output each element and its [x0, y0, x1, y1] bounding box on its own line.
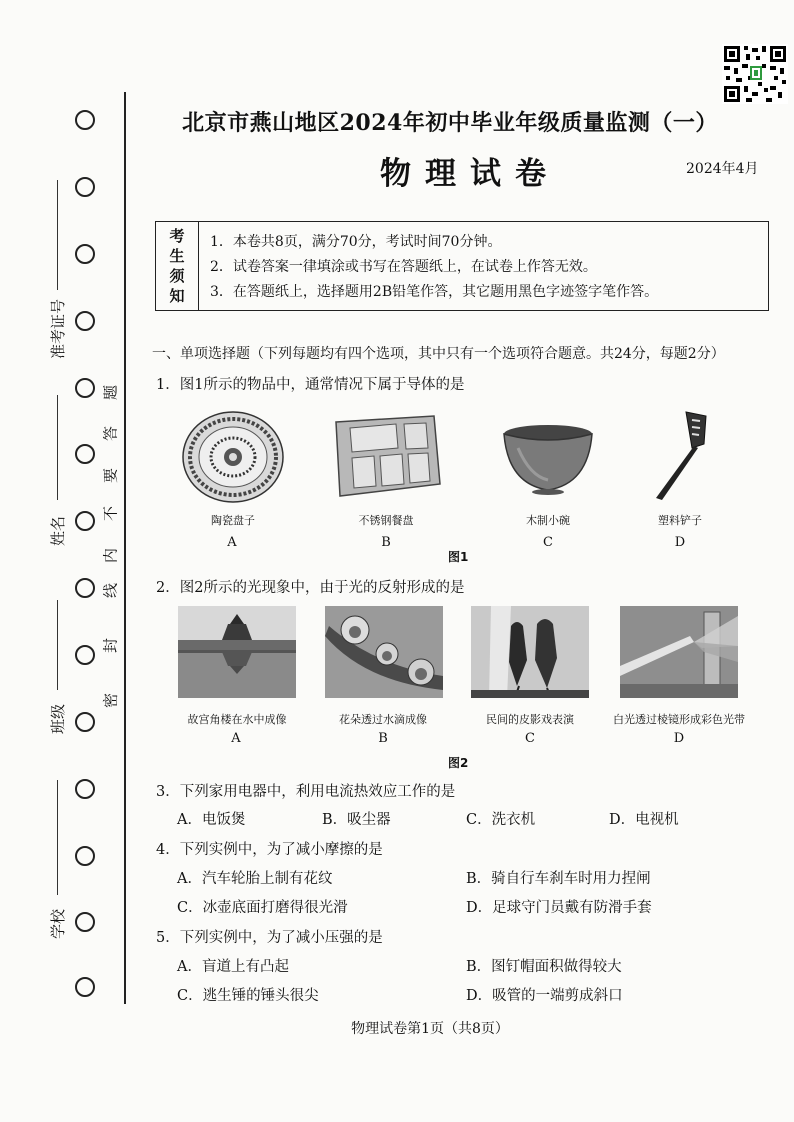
option-caption: 白光透过棱镜形成彩色光带	[613, 713, 745, 726]
binding-line	[124, 92, 126, 1004]
binding-hole	[75, 977, 95, 997]
school-label: 学校	[49, 909, 67, 940]
notice-items	[210, 230, 658, 305]
shadow-puppet-image	[471, 606, 589, 698]
question-5-option-b: B．图钉帽面积做得较大	[466, 959, 622, 975]
question-5-option-c: C．逃生锤的锤头很尖	[177, 988, 319, 1004]
option-letter: D	[674, 535, 686, 550]
notice-item: 2．试卷答案一律填涂或书写在答题纸上，在试卷上作答无效。	[210, 259, 597, 275]
notice-label: 考 生 须 知	[156, 222, 199, 310]
option-caption: 陶瓷盘子	[211, 514, 255, 527]
question-4-stem: 4．下列实例中，为了减小摩擦的是	[156, 842, 383, 858]
stainless-steel-tray-image	[330, 414, 442, 498]
candidate-notice-box	[155, 221, 769, 311]
name-line	[57, 395, 58, 500]
question-5-option-a: A．盲道上有凸起	[177, 959, 289, 975]
question-4-option-c: C．冰壶底面打磨得很光滑	[177, 900, 348, 916]
subject-title: 物理试卷	[380, 156, 560, 192]
option-caption: 塑料铲子	[658, 514, 702, 527]
option-letter: B	[381, 535, 391, 550]
binding-hole	[75, 511, 95, 531]
page-footer: 物理试卷第1页（共8页）	[351, 1021, 509, 1037]
seal-char: 答	[101, 426, 120, 442]
figure-2-label: 图2	[448, 756, 469, 770]
option-letter: A	[227, 535, 237, 550]
question-4-option-d: D．足球守门员戴有防滑手套	[466, 900, 652, 916]
option-caption: 故宫角楼在水中成像	[187, 713, 287, 726]
option-caption: 不锈钢餐盘	[358, 514, 414, 527]
exam-title: 北京市燕山地区2024年初中毕业年级质量监测（一）	[182, 110, 718, 136]
seal-char: 线	[101, 583, 120, 599]
question-5-option-d: D．吸管的一端剪成斜口	[466, 988, 623, 1004]
class-label: 班级	[49, 704, 67, 735]
option-letter: C	[525, 731, 535, 746]
wooden-bowl-image	[500, 424, 596, 496]
figure-1-label: 图1	[448, 550, 469, 564]
binding-hole	[75, 311, 95, 331]
question-4-option-b: B．骑自行车刹车时用力捏闸	[466, 871, 651, 887]
question-3-option-d: D．电视机	[609, 812, 679, 828]
binding-hole	[75, 712, 95, 732]
admission-number-line	[57, 180, 58, 290]
seal-char: 密	[101, 693, 120, 709]
name-label: 姓名	[49, 516, 67, 547]
prism-dispersion-image	[620, 606, 738, 698]
notice-item: 3．在答题纸上，选择题用2B铅笔作答，其它题用黑色字迹签字笔作答。	[210, 284, 659, 300]
binding-hole	[75, 645, 95, 665]
binding-hole	[75, 110, 95, 130]
binding-hole	[75, 846, 95, 866]
binding-hole	[75, 444, 95, 464]
option-caption: 民间的皮影戏表演	[486, 713, 574, 726]
ceramic-plate-image	[180, 410, 286, 504]
school-line	[57, 780, 58, 895]
question-3-option-c: C．洗衣机	[466, 812, 536, 828]
seal-char: 要	[101, 468, 120, 484]
question-2-stem: 2．图2所示的光现象中，由于光的反射形成的是	[156, 580, 465, 596]
binding-hole	[75, 378, 95, 398]
class-line	[57, 600, 58, 690]
binding-hole	[75, 244, 95, 264]
question-3-option-b: B．吸尘器	[322, 812, 391, 828]
binding-hole	[75, 912, 95, 932]
question-1-stem: 1．图1所示的物品中，通常情况下属于导体的是	[156, 377, 465, 393]
question-5-stem: 5．下列实例中，为了减小压强的是	[156, 930, 383, 946]
seal-char: 封	[101, 638, 120, 654]
admission-number-label: 准考证号	[49, 299, 67, 360]
binding-hole	[75, 779, 95, 799]
seal-char: 内	[101, 548, 120, 564]
notice-item: 1．本卷共8页，满分70分，考试时间70分钟。	[210, 234, 502, 250]
question-3-stem: 3．下列家用电器中，利用电流热效应工作的是	[156, 784, 456, 800]
water-droplet-image	[325, 606, 443, 698]
option-letter: D	[673, 731, 685, 746]
exam-date: 2024年4月	[686, 161, 759, 177]
binding-hole	[75, 578, 95, 598]
option-caption: 花朵透过水滴成像	[339, 713, 427, 726]
question-3-option-a: A．电饭煲	[177, 812, 246, 828]
section-heading: 一、单项选择题（下列每题均有四个选项，其中只有一个选项符合题意。共24分，每题2分）	[152, 346, 725, 362]
seal-char: 不	[101, 506, 120, 522]
palace-reflection-image	[178, 606, 296, 698]
option-letter: A	[231, 731, 241, 746]
seal-char: 题	[101, 385, 120, 401]
plastic-spatula-image	[648, 408, 712, 504]
option-letter: B	[378, 731, 388, 746]
binding-hole	[75, 177, 95, 197]
question-4-option-a: A．汽车轮胎上制有花纹	[177, 871, 333, 887]
option-caption: 木制小碗	[526, 514, 570, 527]
option-letter: C	[543, 535, 553, 550]
qr-code-icon	[722, 44, 788, 104]
